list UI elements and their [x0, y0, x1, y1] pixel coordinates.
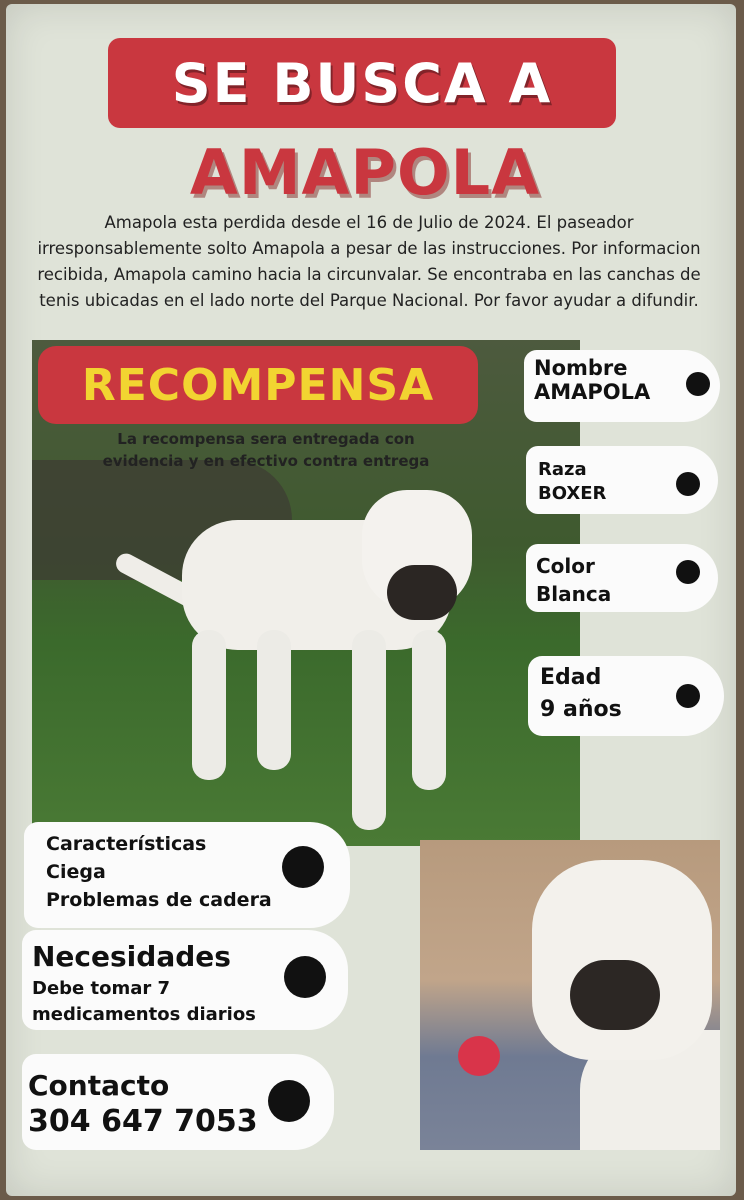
tag-label: Necesidades	[32, 940, 231, 973]
bullet-dot-icon	[676, 684, 700, 708]
tag-contacto	[22, 1054, 334, 1150]
bullet-dot-icon	[284, 956, 326, 998]
toy-ball	[458, 1036, 500, 1076]
tag-nombre	[524, 350, 720, 422]
tag-value: 9 años	[540, 697, 622, 722]
tag-caracteristicas	[24, 822, 350, 928]
tag-label: Características	[46, 833, 207, 855]
tag-value: Problemas de cadera	[46, 889, 272, 911]
dog-leg	[257, 630, 291, 770]
tag-value: BOXER	[538, 483, 607, 504]
bullet-dot-icon	[268, 1080, 310, 1122]
pet-name-heading: AMAPOLA	[189, 136, 541, 209]
bullet-dot-icon	[282, 846, 324, 888]
tag-necesidades	[22, 930, 348, 1030]
dog-photo-closeup	[420, 840, 720, 1150]
tag-value: Debe tomar 7	[32, 978, 171, 999]
title-banner: SE BUSCA A	[108, 38, 616, 128]
bullet-dot-icon	[686, 372, 710, 396]
dog-leg	[352, 630, 386, 830]
tag-color	[526, 544, 718, 612]
dog-leg	[192, 630, 226, 780]
tag-value: medicamentos diarios	[32, 1004, 256, 1025]
tag-value: Ciega	[46, 861, 106, 883]
reward-note	[46, 428, 486, 472]
tag-raza	[526, 446, 718, 514]
tag-label: Nombre	[534, 356, 628, 380]
reward-note-line: evidencia y en efectivo contra entrega	[102, 452, 430, 470]
bullet-dot-icon	[676, 560, 700, 584]
tag-label: Color	[536, 554, 595, 578]
dog-muzzle	[387, 565, 457, 620]
tag-value: Blanca	[536, 582, 612, 606]
tag-label: Edad	[540, 665, 602, 690]
missing-dog-poster	[6, 4, 736, 1196]
tag-value: AMAPOLA	[534, 380, 651, 404]
tag-label: Raza	[538, 459, 587, 480]
description-text: Amapola esta perdida desde el 16 de Julio de 2024. El paseador irresponsablemente solto Amapola a pesar de las instrucciones. Por informacion recibida, Amapola camino hacia la circunvalar. Se encontraba en las canchas de tenis ubicadas en el lado norte del Parque Nacional. Por favor ayudar a difundir.	[37, 213, 701, 310]
tag-edad	[528, 656, 724, 736]
reward-note-line: La recompensa sera entregada con	[117, 430, 415, 448]
dog-leg	[412, 630, 446, 790]
dog-snout	[570, 960, 660, 1030]
bullet-dot-icon	[676, 472, 700, 496]
contact-phone: 304 647 7053	[28, 1104, 258, 1139]
tag-label: Contacto	[28, 1069, 170, 1102]
reward-banner: RECOMPENSA	[38, 346, 478, 424]
